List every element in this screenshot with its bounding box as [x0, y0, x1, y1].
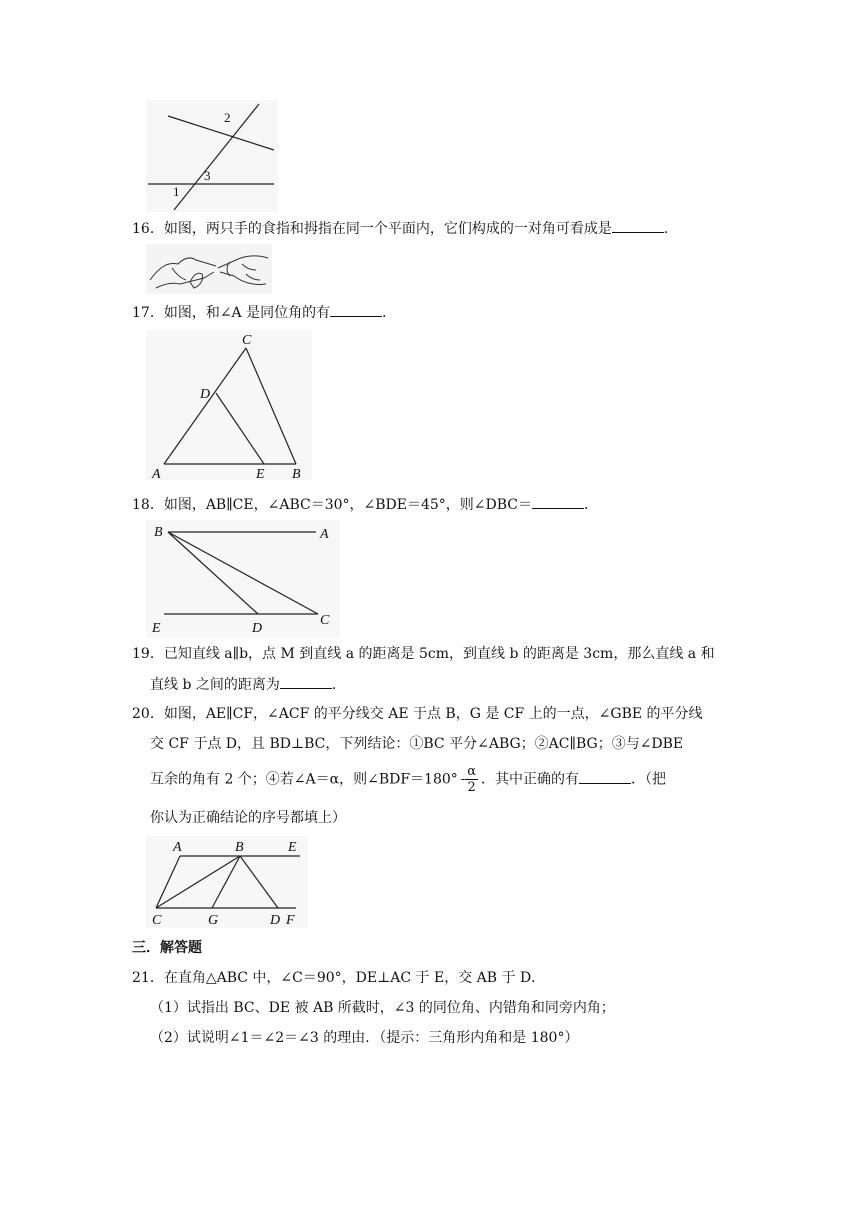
question-19-line-1 [132, 644, 715, 664]
question-20-line-3: 互余的角有 2 个；④若∠A＝α，则∠BDF＝180° - $\frac{\alpha}{2}$ ．其中正确的有 ．（把 [150, 764, 666, 795]
angle-label-3: 3 [204, 168, 211, 183]
angle-label-1: 1 [173, 184, 180, 199]
question-20-line-1 [132, 704, 703, 724]
question-21-line-1 [132, 968, 545, 988]
point-label-D: D [252, 621, 263, 636]
point-label-B: B [235, 840, 244, 855]
question-18-text: 18．如图，AB∥CE，∠ABC＝30°，∠BDE＝45°，则∠DBC＝ [132, 497, 533, 513]
figure-angles-1-2-3 [146, 100, 278, 212]
angle-label-2: 2 [224, 110, 231, 125]
question-16-text: 16．如图，两只手的食指和拇指在同一个平面内，它们构成的一对角可看成是 [132, 221, 612, 237]
question-21-part-1: （1）试指出 BC、DE 被 AB 所截时，∠3 的同位角、内错角和同旁内角； [150, 1000, 615, 1016]
point-label-E: E [256, 467, 265, 480]
point-label-C: C [320, 613, 330, 628]
question-20-text: 20．如图，AE∥CF，∠ACF 的平分线交 AE 于点 B，G 是 CF 上的一点，∠GBE 的平分线 [132, 706, 703, 722]
point-label-A: A [152, 467, 161, 480]
point-label-D: D [200, 387, 211, 402]
question-17: 17．如图，和∠A 是同位角的有 ． [132, 302, 396, 323]
question-20-line-2: 交 CF 于点 D，且 BD⊥BC，下列结论：①BC 平分∠ABG；②AC∥BG；③与∠DBE [150, 736, 684, 752]
answer-blank-19[interactable] [280, 674, 332, 689]
answer-blank-17[interactable] [330, 302, 382, 317]
point-label-G: G [208, 913, 219, 928]
figure-parallel-AB-CE [146, 520, 340, 638]
question-18: 18．如图，AB∥CE，∠ABC＝30°，∠BDE＝45°，则∠DBC＝ ． [132, 494, 598, 515]
question-19-text: 19．已知直线 a∥b，点 M 到直线 a 的距离是 5cm，到直线 b 的距离是 3cm，那么直线 a 和 [132, 646, 715, 662]
question-21-part-2: （2）试说明∠1＝∠2＝∠3 的理由．（提示：三角形内角和是 180°） [150, 1030, 579, 1046]
point-label-C: C [152, 913, 162, 928]
point-label-B: B [154, 525, 163, 540]
figure-triangle-ACB [146, 330, 312, 480]
answer-blank-18[interactable] [532, 494, 584, 509]
question-17-text: 17．如图，和∠A 是同位角的有 [132, 305, 331, 321]
figure-parallel-AE-CF [146, 836, 308, 928]
point-label-B: B [292, 467, 301, 480]
answer-blank-20[interactable] [579, 769, 631, 784]
fraction-alpha-over-2: - $\frac{\alpha}{2}$ [460, 764, 476, 795]
point-label-D: D [270, 913, 281, 928]
question-16: 16．如图，两只手的食指和拇指在同一个平面内，它们构成的一对角可看成是 ． [132, 218, 678, 239]
point-label-F: F [286, 913, 295, 928]
section-heading-answer-questions: 三．解答题 [132, 940, 202, 956]
point-label-A: A [173, 840, 182, 855]
point-label-E: E [288, 840, 297, 855]
question-21-text: 21．在直角△ABC 中，∠C＝90°，DE⊥AC 于 E，交 AB 于 D． [132, 970, 546, 986]
question-20-line-4: 你认为正确结论的序号都填上） [150, 810, 346, 826]
answer-blank-16[interactable] [612, 218, 664, 233]
point-label-C: C [242, 333, 252, 348]
figure-hands [146, 244, 272, 294]
question-19-line-2: 直线 b 之间的距离为 ． [150, 674, 346, 695]
point-label-E: E [152, 621, 161, 636]
point-label-A: A [320, 527, 329, 542]
